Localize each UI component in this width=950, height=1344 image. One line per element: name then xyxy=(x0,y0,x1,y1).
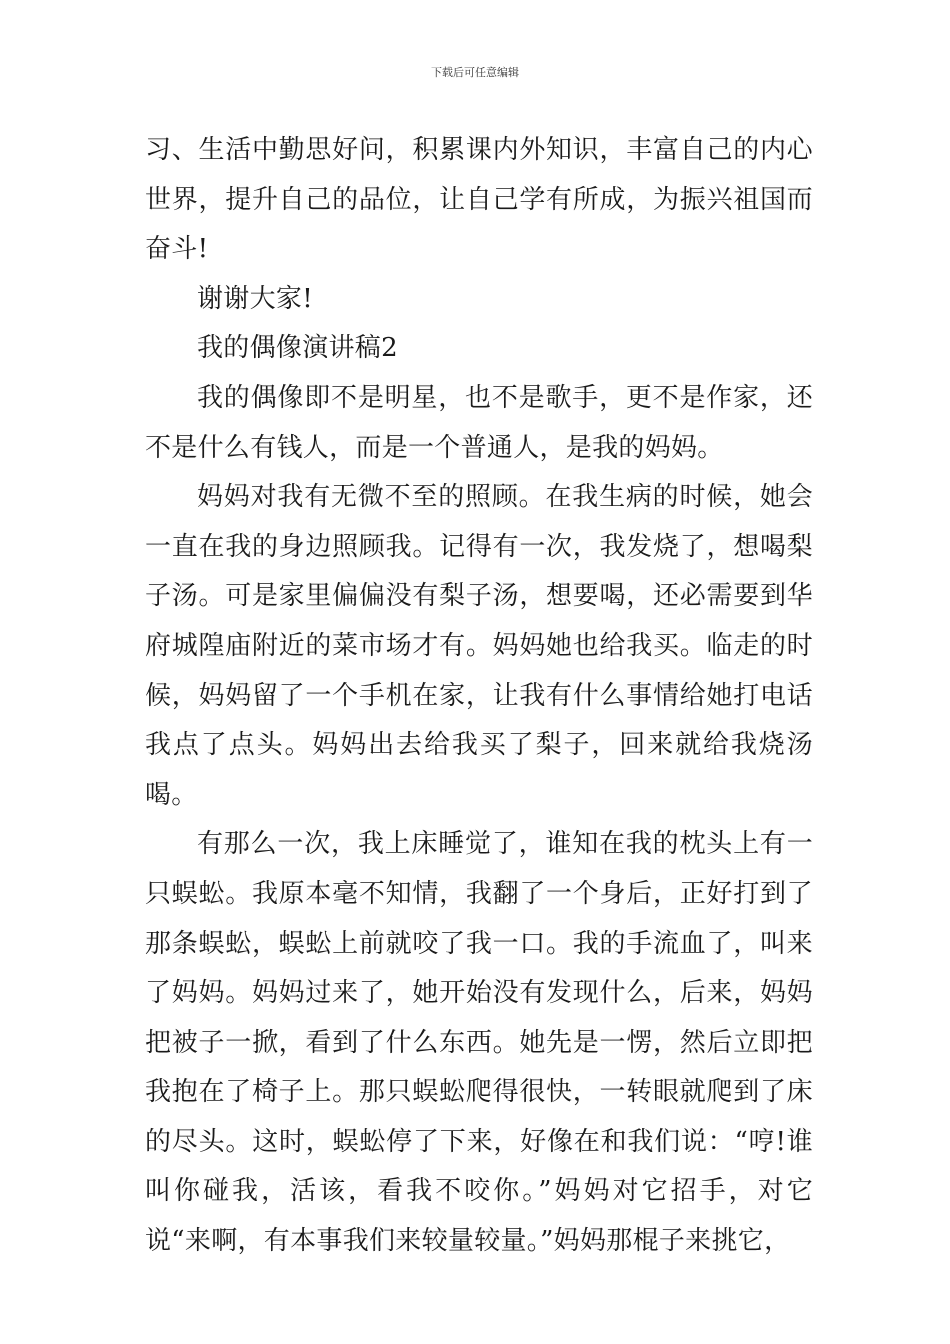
section-title: 我的偶像演讲稿2 xyxy=(197,333,398,364)
paragraph-thanks: 谢谢大家! xyxy=(197,283,313,314)
document-body xyxy=(145,126,813,1267)
paragraph-centipede: 有那么一次，我上床睡觉了，谁知在我的枕头上有一只蜈蚣。我原本毫不知情，我翻了一个身后，正好打到了那条蜈蚣，蜈蚣上前就咬了我一口。我的手流血了，叫来了妈妈。妈妈过来了，她开始没有发现什么，后来，妈妈把被子一掀，看到了什么东西。她先是一愣，然后立即把我抱在了椅子上。那只蜈蚣爬得很快，一转眼就爬到了床的尽头。这时，蜈蚣停了下来，好像在和我们说：“哼!谁叫你碰我，活该，看我不咬你。”妈妈对它招手，对它说“来啊，有本事我们来较量较量。”妈妈那棍子来挑它， xyxy=(145,829,813,1257)
paragraph-continuation: 习、生活中勤思好问，积累课内外知识，丰富自己的内心世界，提升自己的品位，让自己学有所成，为振兴祖国而奋斗! xyxy=(145,135,813,265)
page-header-note: 下载后可任意编辑 xyxy=(431,66,519,79)
paragraph-care: 妈妈对我有无微不至的照顾。在我生病的时候，她会一直在我的身边照顾我。记得有一次，我发烧了，想喝梨子汤。可是家里偏偏没有梨子汤，想要喝，还必需要到华府城隍庙附近的菜市场才有。妈妈她也给我买。临走的时候，妈妈留了一个手机在家，让我有什么事情给她打电话我点了点头。妈妈出去给我买了梨子，回来就给我烧汤喝。 xyxy=(145,482,813,810)
paragraph-intro: 我的偶像即不是明星，也不是歌手，更不是作家，还不是什么有钱人，而是一个普通人，是我的妈妈。 xyxy=(145,382,813,463)
